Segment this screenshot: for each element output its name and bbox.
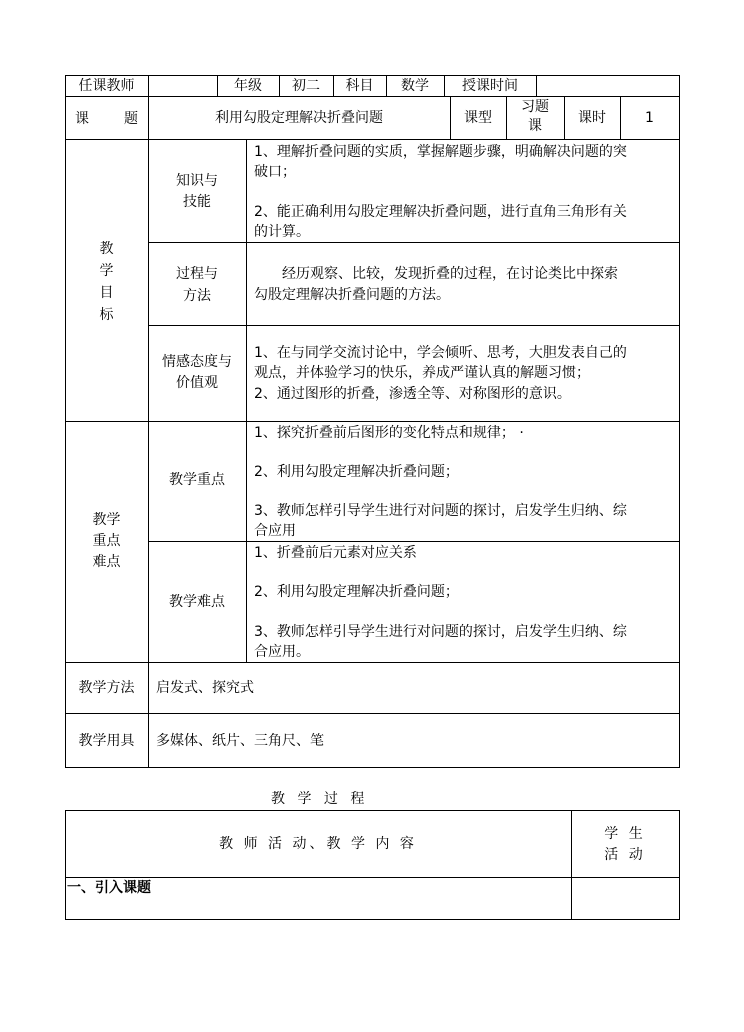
focus-line-2: 2、利用勾股定理解决折叠问题； xyxy=(254,464,459,480)
time-label: 授课时间 xyxy=(462,78,518,94)
time-value xyxy=(536,76,679,96)
emotion-label-line-1: 情感态度与 xyxy=(162,354,232,370)
student-header-line-2: 活 动 xyxy=(604,847,646,863)
teacher-label: 任课教师 xyxy=(78,78,135,94)
student-activity-header xyxy=(571,824,679,866)
objectives-label-char-4: 标 xyxy=(99,307,114,323)
emotion-label xyxy=(148,352,246,394)
tools-value: 多媒体、纸片、三角尺、笔 xyxy=(156,733,324,749)
grade-value: 初二 xyxy=(292,78,320,94)
key-points-label-line-3: 难点 xyxy=(92,554,121,570)
tools-label: 教学用具 xyxy=(78,732,135,749)
difficulty-line-2: 2、利用勾股定理解决折叠问题； xyxy=(254,584,459,600)
objectives-label-char-1: 教 xyxy=(99,241,114,257)
section-intro-heading: 一、引入课题 xyxy=(67,880,151,896)
focus-label: 教学重点 xyxy=(169,472,225,488)
knowledge-line-1: 1、理解折叠问题的实质，掌握解题步骤，明确解决问题的突 xyxy=(254,144,627,160)
difficulty-label: 教学难点 xyxy=(169,594,225,610)
emotion-line-1: 1、在与同学交流讨论中，学会倾听、思考，大胆发表自己的 xyxy=(254,345,627,361)
type-label: 课型 xyxy=(464,110,492,126)
key-points-label xyxy=(65,510,148,573)
hours-value: 1 xyxy=(645,110,654,126)
difficulty-line-1: 1、折叠前后元素对应关系 xyxy=(254,545,417,561)
teacher-activity-header: 教 师 活 动、教 学 内 容 xyxy=(219,836,417,852)
difficulty-line-3: 3、教师怎样引导学生进行对问题的探讨，启发学生归纳、综 xyxy=(254,624,627,640)
focus-line-1: 1、探究折叠前后图形的变化特点和规律； · xyxy=(254,425,524,441)
emotion-line-2: 观点，并体验学习的快乐，养成严谨认真的解题习惯； xyxy=(254,365,590,381)
process-label xyxy=(148,263,246,307)
student-header-line-1: 学 生 xyxy=(604,826,646,842)
process-label-line-1: 过程与 xyxy=(176,266,218,282)
emotion-label-line-2: 价值观 xyxy=(176,375,218,391)
process-label-line-2: 方法 xyxy=(183,288,211,304)
method-label: 教学方法 xyxy=(78,680,135,696)
key-points-label-line-2: 重点 xyxy=(92,533,121,549)
knowledge-label xyxy=(148,171,246,213)
emotion-line-3: 2、通过图形的折叠，渗透全等、对称图形的意识。 xyxy=(254,386,571,402)
focus-line-4: 合应用 xyxy=(254,523,296,539)
knowledge-line-3: 2、能正确利用勾股定理解决折叠问题，进行直角三角形有关 xyxy=(254,204,627,220)
type-value-line-2: 课 xyxy=(528,118,542,134)
knowledge-line-4: 的计算。 xyxy=(254,224,310,240)
topic-value: 利用勾股定理解决折叠问题 xyxy=(215,110,383,126)
objectives-label xyxy=(65,238,148,326)
knowledge-label-line-2: 技能 xyxy=(183,194,211,210)
process-line-1: 经历观察、比较，发现折叠的过程，在讨论类比中探索 xyxy=(282,266,618,282)
process-line-2: 勾股定理解决折叠问题的方法。 xyxy=(254,287,450,303)
topic-label-1: 课 xyxy=(75,111,89,127)
topic-label-2: 题 xyxy=(124,111,138,127)
key-points-label-line-1: 教学 xyxy=(92,512,121,528)
type-value xyxy=(506,98,564,136)
objectives-label-char-3: 目 xyxy=(99,285,114,301)
focus-line-3: 3、教师怎样引导学生进行对问题的探讨，启发学生归纳、综 xyxy=(254,503,627,519)
grade-label: 年级 xyxy=(234,78,262,94)
method-value: 启发式、探究式 xyxy=(156,680,254,696)
teacher-value xyxy=(148,76,217,96)
knowledge-line-2: 破口； xyxy=(254,164,296,180)
process-title: 教 学 过 程 xyxy=(271,791,369,807)
type-value-line-1: 习题 xyxy=(521,99,549,115)
subject-label: 科目 xyxy=(345,78,374,94)
subject-value: 数学 xyxy=(401,78,429,94)
difficulty-line-4: 合应用。 xyxy=(254,644,310,660)
knowledge-label-line-1: 知识与 xyxy=(176,173,218,189)
hours-label: 课时 xyxy=(578,110,606,126)
objectives-label-char-2: 学 xyxy=(99,263,114,279)
